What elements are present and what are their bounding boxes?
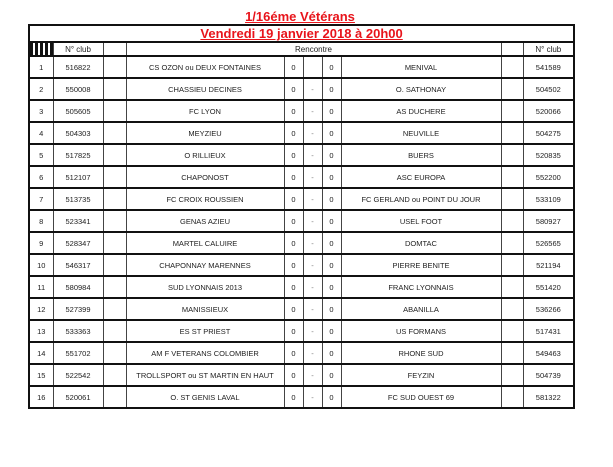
- home-team-name: MANISSIEUX: [126, 298, 284, 320]
- empty-cell: [501, 298, 523, 320]
- home-score: 0: [284, 166, 303, 188]
- empty-cell: [501, 210, 523, 232]
- home-score: 0: [284, 100, 303, 122]
- home-team-name: TROLLSPORT ou ST MARTIN EN HAUT: [126, 364, 284, 386]
- away-team-name: FC SUD OUEST 69: [341, 386, 501, 408]
- away-club-number: 504502: [523, 78, 574, 100]
- home-team-name: GENAS AZIEU: [126, 210, 284, 232]
- home-score: 0: [284, 232, 303, 254]
- home-club-number: 551702: [53, 342, 103, 364]
- empty-cell: [103, 188, 126, 210]
- home-club-number: 533363: [53, 320, 103, 342]
- empty-cell: [501, 166, 523, 188]
- away-team-name: ABANILLA: [341, 298, 501, 320]
- away-club-number: 521194: [523, 254, 574, 276]
- home-score: 0: [284, 342, 303, 364]
- home-score: 0: [284, 386, 303, 408]
- score-separator: -: [303, 342, 322, 364]
- table-row: [29, 232, 574, 254]
- home-club-number: 546317: [53, 254, 103, 276]
- match-index: 6: [29, 166, 53, 188]
- away-score: 0: [322, 188, 341, 210]
- match-index: 15: [29, 364, 53, 386]
- empty-cell: [501, 100, 523, 122]
- home-club-number: 528347: [53, 232, 103, 254]
- score-separator: -: [303, 210, 322, 232]
- empty-cell: [501, 78, 523, 100]
- empty-cell: [501, 188, 523, 210]
- table-row: [29, 188, 574, 210]
- away-team-name: BUERS: [341, 144, 501, 166]
- match-index: 12: [29, 298, 53, 320]
- home-club-number: 513735: [53, 188, 103, 210]
- match-index: 5: [29, 144, 53, 166]
- empty-cell: [501, 56, 523, 78]
- empty-cell: [103, 100, 126, 122]
- away-team-name: MENIVAL: [341, 56, 501, 78]
- home-team-name: O RILLIEUX: [126, 144, 284, 166]
- table-row: [29, 320, 574, 342]
- away-club-number: 581322: [523, 386, 574, 408]
- empty-cell: [501, 342, 523, 364]
- away-score: 0: [322, 320, 341, 342]
- score-separator: -: [303, 232, 322, 254]
- empty-cell: [501, 276, 523, 298]
- home-club-number: 527399: [53, 298, 103, 320]
- table-row: [29, 122, 574, 144]
- home-score: 0: [284, 254, 303, 276]
- subtitle-row: [29, 25, 574, 42]
- home-team-name: CS OZON ou DEUX FONTAINES: [126, 56, 284, 78]
- home-team-name: FC CROIX ROUSSIEN: [126, 188, 284, 210]
- match-index: 4: [29, 122, 53, 144]
- away-score: 0: [322, 276, 341, 298]
- match-index: 13: [29, 320, 53, 342]
- fixtures-table: [28, 24, 575, 409]
- match-index: 16: [29, 386, 53, 408]
- header-home-club-no: N° club: [53, 42, 103, 56]
- score-separator: -: [303, 364, 322, 386]
- home-score: 0: [284, 122, 303, 144]
- table-row: [29, 364, 574, 386]
- away-team-name: RHONE SUD: [341, 342, 501, 364]
- empty-cell: [103, 210, 126, 232]
- away-score: 0: [322, 100, 341, 122]
- home-club-number: 517825: [53, 144, 103, 166]
- empty-cell: [501, 364, 523, 386]
- away-club-number: 520835: [523, 144, 574, 166]
- away-team-name: PIERRE BENITE: [341, 254, 501, 276]
- header-match: Rencontre: [126, 42, 501, 56]
- table-row: [29, 342, 574, 364]
- away-club-number: 551420: [523, 276, 574, 298]
- home-club-number: 580984: [53, 276, 103, 298]
- score-separator: -: [303, 386, 322, 408]
- home-team-name: MEYZIEU: [126, 122, 284, 144]
- home-club-number: 550008: [53, 78, 103, 100]
- away-club-number: 552200: [523, 166, 574, 188]
- home-club-number: 504303: [53, 122, 103, 144]
- header-empty-cell: [103, 42, 126, 56]
- score-separator: -: [303, 254, 322, 276]
- away-club-number: 580927: [523, 210, 574, 232]
- away-team-name: NEUVILLE: [341, 122, 501, 144]
- table-row: [29, 144, 574, 166]
- table-row: [29, 78, 574, 100]
- away-club-number: 536266: [523, 298, 574, 320]
- score-separator: -: [303, 276, 322, 298]
- away-score: 0: [322, 78, 341, 100]
- table-row: [29, 298, 574, 320]
- away-team-name: FRANC LYONNAIS: [341, 276, 501, 298]
- home-team-name: CHAPONNAY MARENNES: [126, 254, 284, 276]
- score-separator: -: [303, 188, 322, 210]
- match-index: 7: [29, 188, 53, 210]
- empty-cell: [103, 364, 126, 386]
- away-club-number: 504275: [523, 122, 574, 144]
- home-club-number: 505605: [53, 100, 103, 122]
- match-index: 10: [29, 254, 53, 276]
- home-score: 0: [284, 320, 303, 342]
- away-score: 0: [322, 144, 341, 166]
- empty-cell: [103, 298, 126, 320]
- empty-cell: [103, 166, 126, 188]
- empty-cell: [501, 144, 523, 166]
- away-team-name: FC GERLAND ou POINT DU JOUR: [341, 188, 501, 210]
- empty-cell: [103, 342, 126, 364]
- empty-cell: [501, 320, 523, 342]
- home-club-number: 523341: [53, 210, 103, 232]
- home-club-number: 522542: [53, 364, 103, 386]
- home-team-name: AM F VETERANS COLOMBIER: [126, 342, 284, 364]
- empty-cell: [103, 386, 126, 408]
- table-row: [29, 254, 574, 276]
- home-team-name: CHASSIEU DECINES: [126, 78, 284, 100]
- score-separator: -: [303, 78, 322, 100]
- match-index: 8: [29, 210, 53, 232]
- away-club-number: 549463: [523, 342, 574, 364]
- away-score: 0: [322, 232, 341, 254]
- empty-cell: [103, 78, 126, 100]
- home-score: 0: [284, 276, 303, 298]
- home-team-name: MARTEL CALUIRE: [126, 232, 284, 254]
- score-separator: -: [303, 166, 322, 188]
- score-separator: -: [303, 298, 322, 320]
- home-team-name: O. ST GENIS LAVAL: [126, 386, 284, 408]
- table-row: [29, 210, 574, 232]
- score-separator: [303, 56, 322, 78]
- home-score: 0: [284, 56, 303, 78]
- away-score: 0: [322, 254, 341, 276]
- away-club-number: 526565: [523, 232, 574, 254]
- score-separator: -: [303, 100, 322, 122]
- striped-corner-cell: [29, 42, 53, 56]
- home-club-number: 512107: [53, 166, 103, 188]
- away-score: 0: [322, 298, 341, 320]
- score-separator: -: [303, 144, 322, 166]
- home-club-number: 516822: [53, 56, 103, 78]
- away-score: 0: [322, 56, 341, 78]
- home-score: 0: [284, 298, 303, 320]
- empty-cell: [103, 254, 126, 276]
- match-index: 1: [29, 56, 53, 78]
- empty-cell: [103, 144, 126, 166]
- header-empty-cell: [501, 42, 523, 56]
- away-team-name: USEL FOOT: [341, 210, 501, 232]
- table-row: [29, 100, 574, 122]
- away-score: 0: [322, 122, 341, 144]
- match-index: 14: [29, 342, 53, 364]
- away-team-name: FEYZIN: [341, 364, 501, 386]
- away-team-name: US FORMANS: [341, 320, 501, 342]
- away-team-name: AS DUCHERE: [341, 100, 501, 122]
- empty-cell: [103, 232, 126, 254]
- empty-cell: [103, 320, 126, 342]
- empty-cell: [103, 122, 126, 144]
- empty-cell: [501, 254, 523, 276]
- header-away-club-no: N° club: [523, 42, 574, 56]
- document-title: 1/16éme Vétérans: [245, 9, 355, 24]
- away-score: 0: [322, 210, 341, 232]
- home-club-number: 520061: [53, 386, 103, 408]
- away-team-name: ASC EUROPA: [341, 166, 501, 188]
- home-team-name: ES ST PRIEST: [126, 320, 284, 342]
- home-team-name: CHAPONOST: [126, 166, 284, 188]
- empty-cell: [501, 386, 523, 408]
- home-score: 0: [284, 78, 303, 100]
- away-team-name: O. SATHONAY: [341, 78, 501, 100]
- score-separator: -: [303, 122, 322, 144]
- home-team-name: SUD LYONNAIS 2013: [126, 276, 284, 298]
- header-row: [29, 42, 574, 56]
- away-club-number: 517431: [523, 320, 574, 342]
- empty-cell: [501, 122, 523, 144]
- away-team-name: DOMTAC: [341, 232, 501, 254]
- home-score: 0: [284, 364, 303, 386]
- table-row: [29, 386, 574, 408]
- away-club-number: 541589: [523, 56, 574, 78]
- table-row: [29, 166, 574, 188]
- away-score: 0: [322, 364, 341, 386]
- home-score: 0: [284, 188, 303, 210]
- match-date-heading: Vendredi 19 janvier 2018 à 20h00: [29, 25, 574, 42]
- away-club-number: 520066: [523, 100, 574, 122]
- empty-cell: [103, 276, 126, 298]
- table-row: [29, 276, 574, 298]
- match-index: 11: [29, 276, 53, 298]
- home-score: 0: [284, 210, 303, 232]
- match-index: 9: [29, 232, 53, 254]
- home-team-name: FC LYON: [126, 100, 284, 122]
- away-club-number: 504739: [523, 364, 574, 386]
- table-row: [29, 56, 574, 78]
- score-separator: -: [303, 320, 322, 342]
- away-club-number: 533109: [523, 188, 574, 210]
- away-score: 0: [322, 166, 341, 188]
- away-score: 0: [322, 386, 341, 408]
- away-score: 0: [322, 342, 341, 364]
- match-index: 2: [29, 78, 53, 100]
- match-index: 3: [29, 100, 53, 122]
- home-score: 0: [284, 144, 303, 166]
- empty-cell: [103, 56, 126, 78]
- empty-cell: [501, 232, 523, 254]
